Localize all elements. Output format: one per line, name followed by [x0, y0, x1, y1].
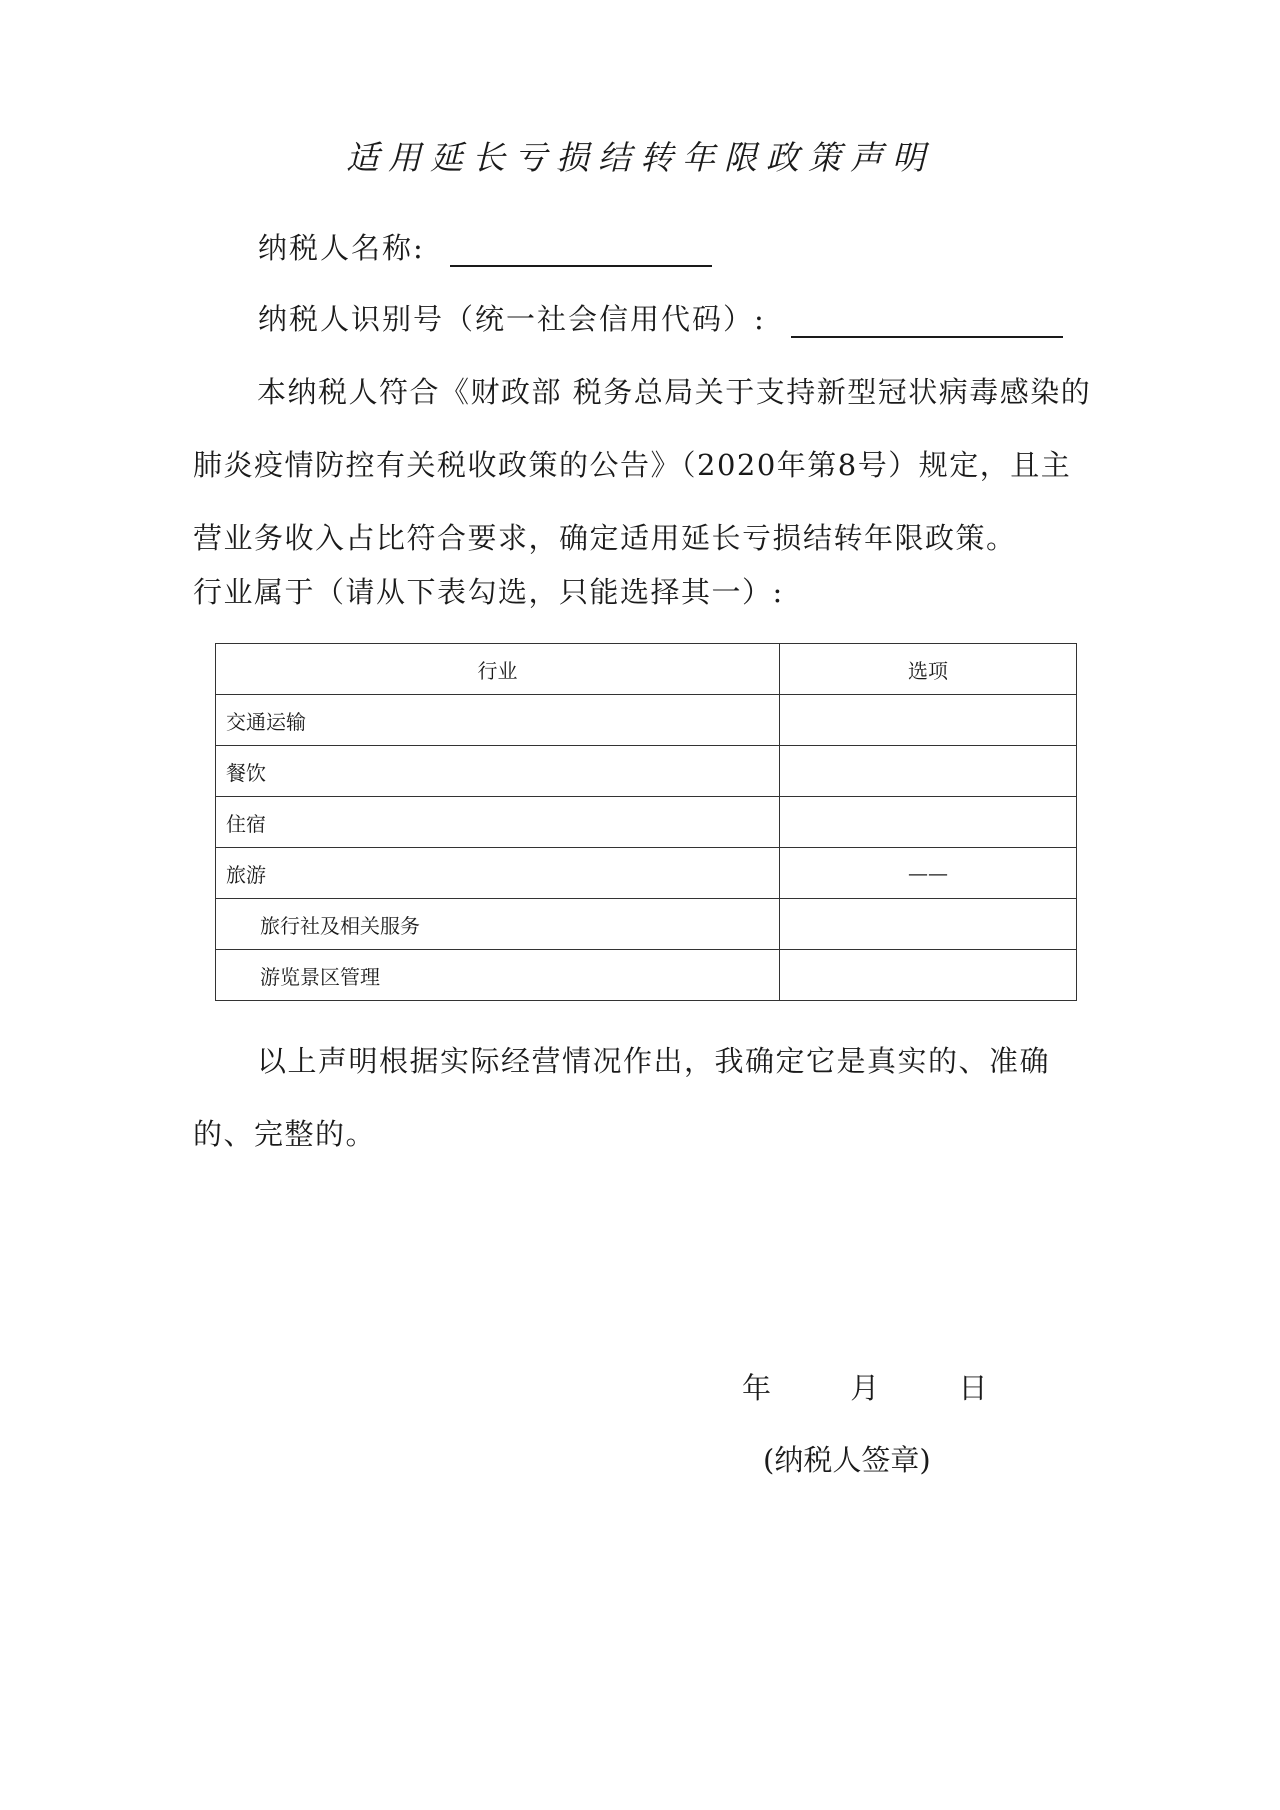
- table-header-row: [216, 644, 1077, 695]
- taxpayer-name-field[interactable]: [450, 235, 712, 267]
- policy-paragraph: 本纳税人符合《财政部 税务总局关于支持新型冠状病毒感染的肺炎疫情防控有关税收政策的公告》（2020年第8号）规定，且主营业务收入占比符合要求，确定适用延长亏损结转年限政策。: [193, 375, 1092, 555]
- header-option: 选项: [780, 644, 1077, 695]
- option-cell[interactable]: [780, 695, 1077, 746]
- taxpayer-id-label: 纳税人识别号（统一社会信用代码）:: [258, 302, 766, 336]
- industry-instruction: 行业属于（请从下表勾选，只能选择其一）:: [193, 575, 784, 609]
- option-cell[interactable]: [780, 950, 1077, 1001]
- taxpayer-id-row: [258, 297, 1063, 338]
- table-row: [216, 695, 1077, 746]
- option-cell-disabled: ——: [780, 848, 1077, 899]
- option-cell[interactable]: [780, 797, 1077, 848]
- date-year: 年: [742, 1371, 772, 1405]
- taxpayer-name-row: [258, 226, 712, 267]
- industry-table: [215, 643, 1077, 1001]
- taxpayer-name-label: 纳税人名称:: [258, 231, 425, 265]
- date-month: 月: [850, 1371, 880, 1405]
- table-row: [216, 848, 1077, 899]
- option-cell[interactable]: [780, 746, 1077, 797]
- industry-subcell: 旅行社及相关服务: [216, 899, 780, 950]
- table-row: [216, 746, 1077, 797]
- industry-subcell: 游览景区管理: [216, 950, 780, 1001]
- option-cell[interactable]: [780, 899, 1077, 950]
- date-day: 日: [958, 1371, 988, 1405]
- document-title: 适用延长亏损结转年限政策声明: [346, 138, 934, 177]
- industry-cell: 住宿: [216, 797, 780, 848]
- industry-cell: 餐饮: [216, 746, 780, 797]
- declaration-paragraph: 以上声明根据实际经营情况作出，我确定它是真实的、准确的、完整的。: [193, 1044, 1051, 1151]
- table-row: [216, 797, 1077, 848]
- date-line: [742, 1366, 987, 1407]
- industry-cell: 交通运输: [216, 695, 780, 746]
- signature-label: (纳税人签章): [763, 1443, 931, 1477]
- industry-cell: 旅游: [216, 848, 780, 899]
- header-industry: 行业: [216, 644, 780, 695]
- table-row: [216, 950, 1077, 1001]
- taxpayer-id-field[interactable]: [791, 306, 1063, 338]
- table-row: [216, 899, 1077, 950]
